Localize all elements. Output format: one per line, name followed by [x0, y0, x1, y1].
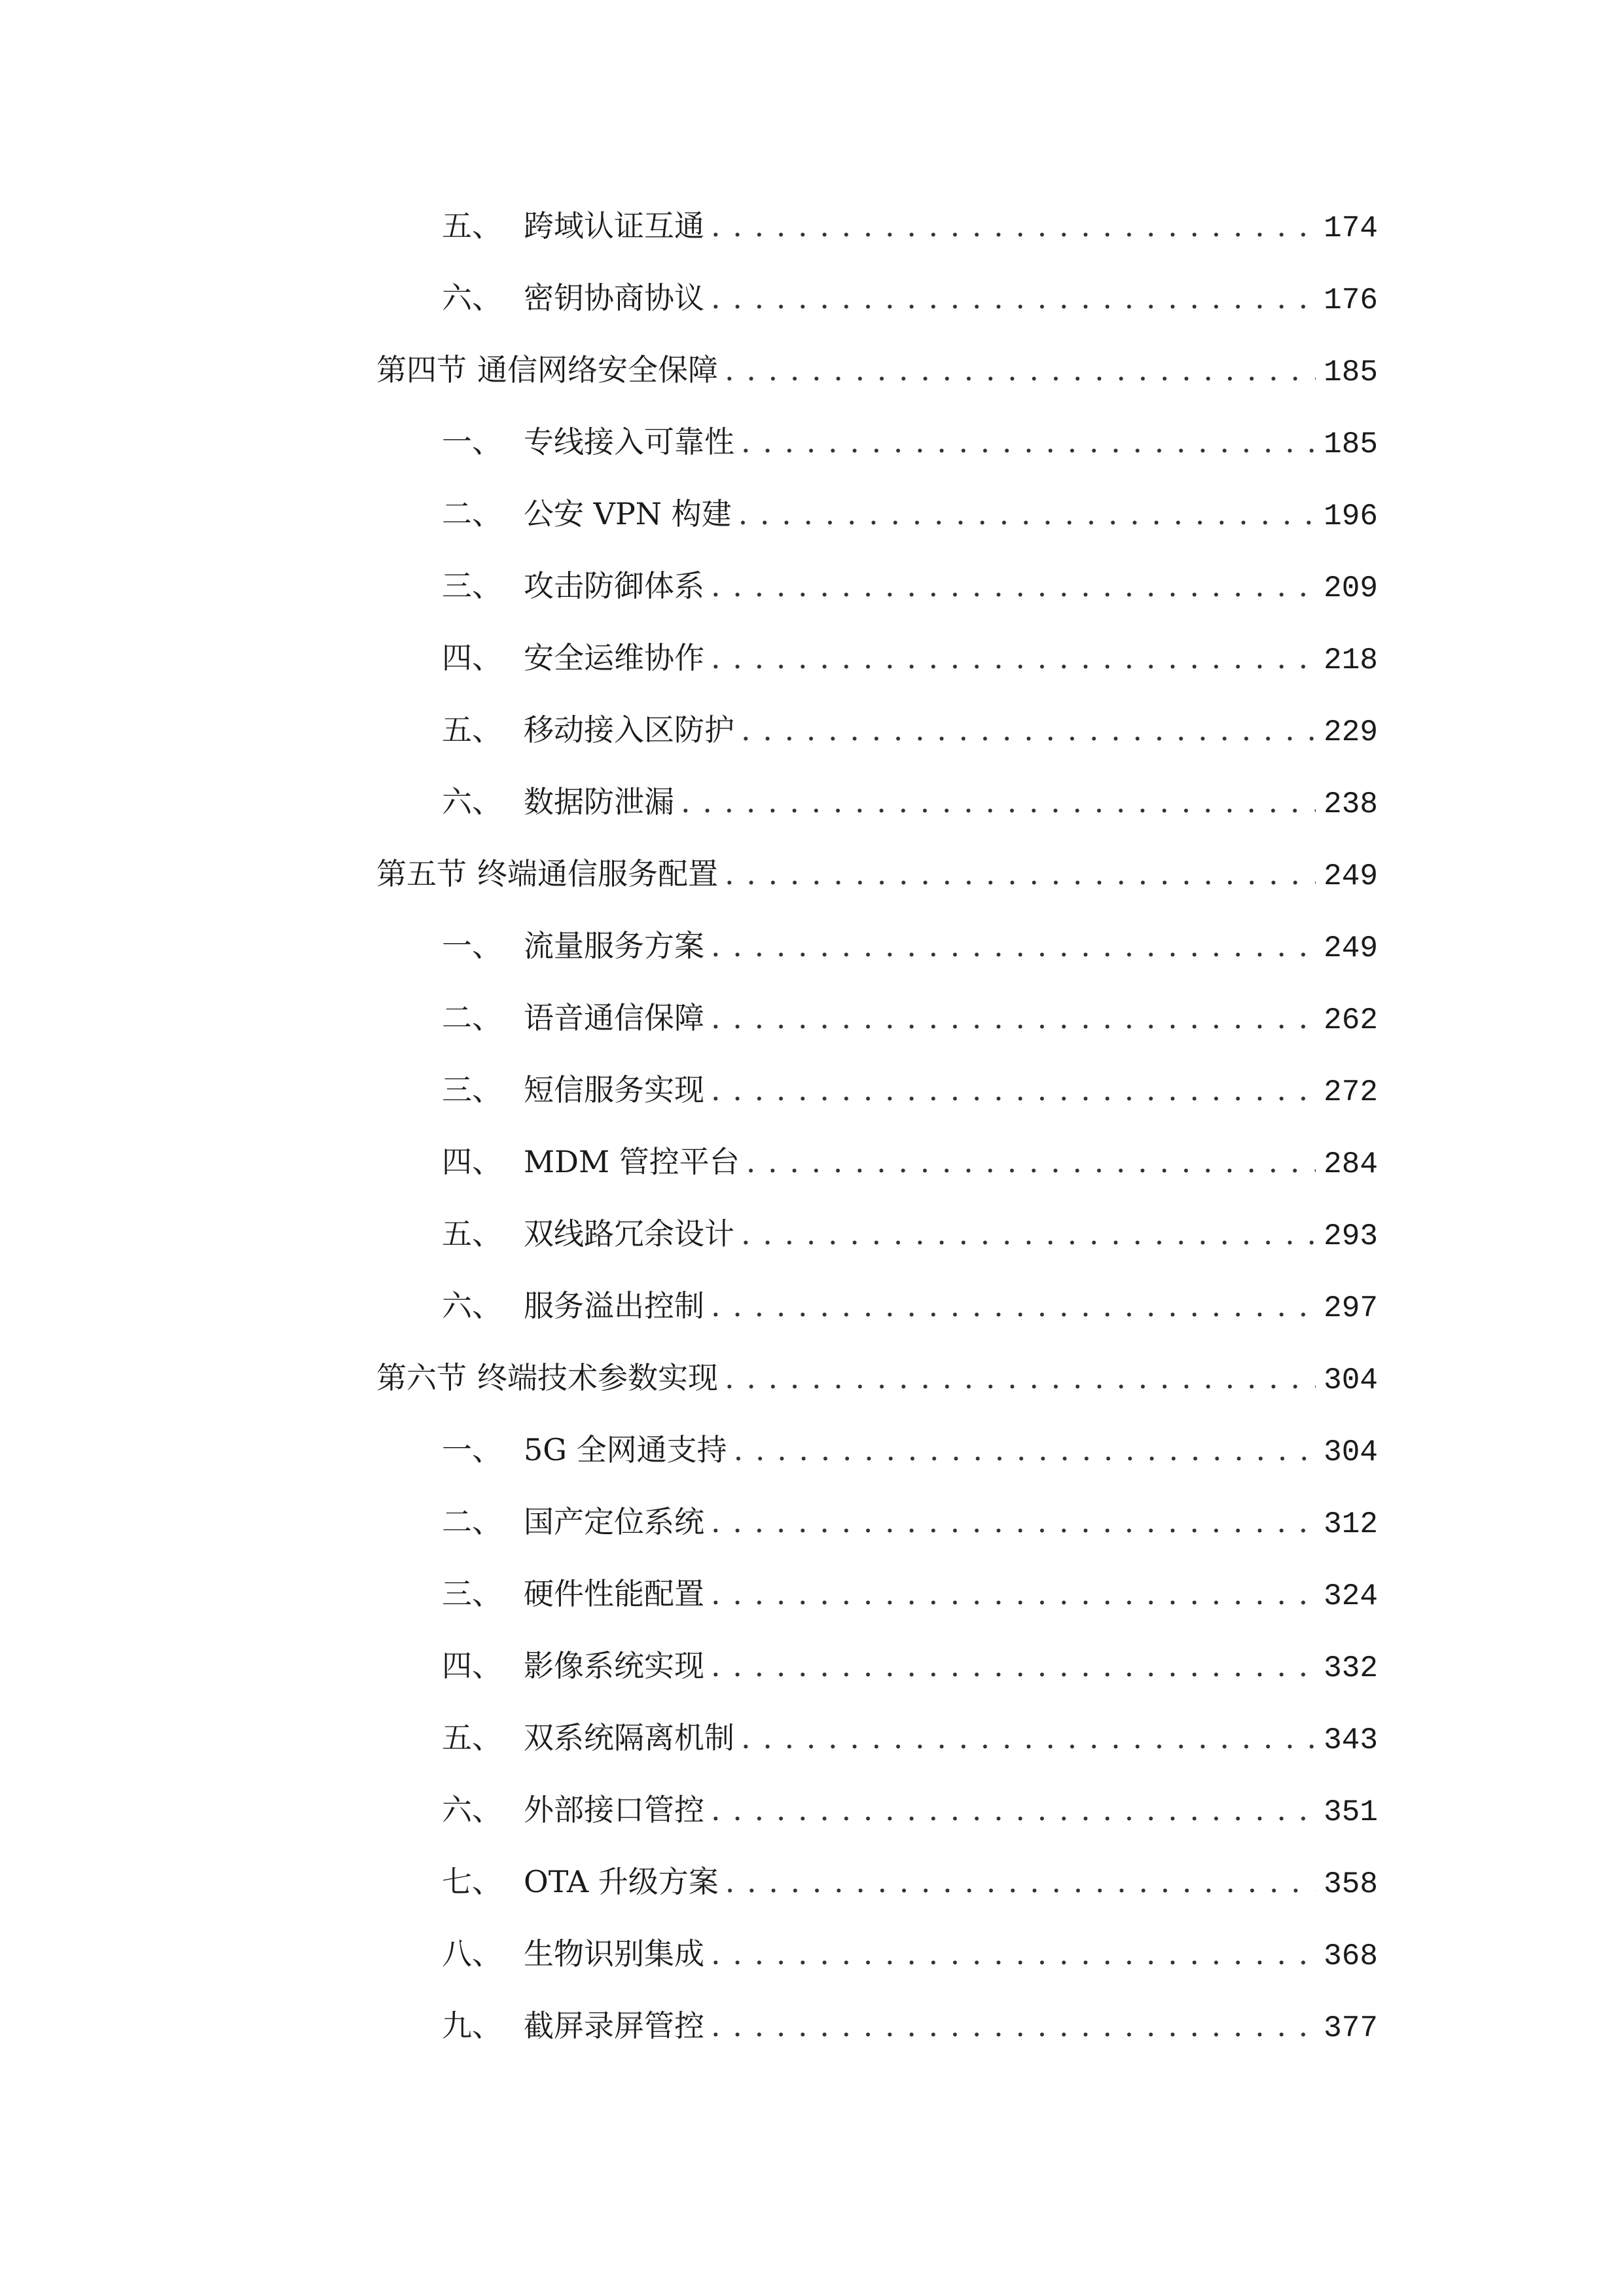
toc-entry[interactable] — [376, 1558, 1378, 1630]
toc-dot-leader — [681, 766, 1316, 838]
toc-entry-number: 五、 — [442, 208, 502, 243]
toc-page-number: 304 — [1324, 1435, 1378, 1469]
toc-entry-title: 通信网络安全保障 — [477, 352, 718, 387]
toc-entry-title: 专线接入可靠性 — [524, 424, 734, 459]
toc-entry-number: 八、 — [442, 1936, 502, 1971]
toc-entry-number: 五、 — [442, 712, 502, 747]
toc-dot-leader — [734, 1414, 1316, 1486]
toc-page-number: 297 — [1324, 1291, 1378, 1325]
toc-entry-number: 二、 — [442, 1504, 502, 1539]
toc-dot-leader — [711, 1630, 1316, 1702]
toc-entry-title: 终端通信服务配置 — [477, 856, 718, 891]
toc-entry[interactable] — [376, 1414, 1378, 1486]
toc-entry[interactable] — [376, 1198, 1378, 1270]
toc-dot-leader — [741, 1198, 1316, 1270]
toc-dot-leader — [711, 1918, 1316, 1990]
toc-entry[interactable] — [376, 1126, 1378, 1198]
toc-page-number: 249 — [1324, 859, 1378, 893]
toc-entry[interactable] — [376, 1342, 1378, 1414]
toc-dot-leader — [711, 1558, 1316, 1630]
toc-entry[interactable] — [376, 1918, 1378, 1990]
toc-entry-number: 四、 — [442, 1144, 502, 1179]
toc-page-number: 343 — [1324, 1723, 1378, 1757]
toc-entry-title: 安全运维协作 — [524, 640, 704, 675]
toc-dot-leader — [711, 622, 1316, 694]
toc-entry-title: 5G 全网通支持 — [524, 1432, 727, 1467]
toc-entry-title: 语音通信保障 — [524, 1000, 704, 1035]
toc-entry[interactable] — [376, 982, 1378, 1054]
toc-entry-number: 一、 — [442, 424, 502, 459]
toc-page-number: 185 — [1324, 355, 1378, 389]
toc-entry-number: 六、 — [442, 280, 502, 315]
toc-entry-number: 三、 — [442, 568, 502, 603]
toc-entry-number: 六、 — [442, 1288, 502, 1323]
toc-entry[interactable] — [376, 406, 1378, 478]
toc-dot-leader — [711, 1270, 1316, 1342]
toc-dot-leader — [711, 1486, 1316, 1558]
toc-entry[interactable] — [376, 190, 1378, 262]
toc-entry-number: 七、 — [442, 1864, 502, 1899]
toc-entry[interactable] — [376, 1702, 1378, 1774]
toc-dot-leader — [711, 1990, 1316, 2062]
toc-page-number: 185 — [1324, 427, 1378, 461]
toc-entry-title: 国产定位系统 — [524, 1504, 704, 1539]
toc-dot-leader — [711, 190, 1316, 262]
toc-entry-number: 三、 — [442, 1576, 502, 1611]
toc-dot-leader — [711, 1774, 1316, 1846]
toc-entry-number: 四、 — [442, 1648, 502, 1683]
toc-dot-leader — [711, 262, 1316, 334]
toc-entry-title: 截屏录屏管控 — [524, 2008, 704, 2043]
toc-entry-title: 生物识别集成 — [524, 1936, 704, 1971]
toc-page-number: 209 — [1324, 571, 1378, 605]
toc-page-number: 332 — [1324, 1651, 1378, 1685]
toc-page-number: 324 — [1324, 1579, 1378, 1613]
toc-dot-leader — [711, 982, 1316, 1054]
toc-entry-number: 第六节 — [376, 1360, 467, 1395]
toc-entry-title: 攻击防御体系 — [524, 568, 704, 603]
toc-page-number: 218 — [1324, 643, 1378, 677]
toc-entry-number: 一、 — [442, 928, 502, 963]
toc-page-number: 196 — [1324, 499, 1378, 533]
toc-dot-leader — [711, 550, 1316, 622]
toc-entry-number: 九、 — [442, 2008, 502, 2043]
toc-dot-leader — [725, 1846, 1316, 1918]
toc-entry[interactable] — [376, 766, 1378, 838]
toc-entry-number: 一、 — [442, 1432, 502, 1467]
toc-page-number: 229 — [1324, 715, 1378, 749]
toc-entry-title: 终端技术参数实现 — [477, 1360, 718, 1395]
toc-entry[interactable] — [376, 1774, 1378, 1846]
toc-dot-leader — [725, 1342, 1316, 1414]
toc-entry-number: 五、 — [442, 1216, 502, 1251]
toc-entry-title: 流量服务方案 — [524, 928, 704, 963]
toc-entry[interactable] — [376, 622, 1378, 694]
toc-page-number: 358 — [1324, 1867, 1378, 1901]
toc-page-number: 293 — [1324, 1219, 1378, 1253]
toc-entry-title: 服务溢出控制 — [524, 1288, 704, 1323]
table-of-contents — [376, 190, 1378, 2062]
toc-entry-title: 双系统隔离机制 — [524, 1720, 734, 1755]
toc-entry[interactable] — [376, 694, 1378, 766]
toc-entry-title: 数据防泄漏 — [524, 784, 674, 819]
toc-entry-number: 第五节 — [376, 856, 467, 891]
toc-entry-number: 五、 — [442, 1720, 502, 1755]
toc-entry[interactable] — [376, 1486, 1378, 1558]
toc-entry-number: 六、 — [442, 1792, 502, 1827]
toc-page-number: 377 — [1324, 2011, 1378, 2045]
toc-entry[interactable] — [376, 1990, 1378, 2062]
toc-entry-title: 硬件性能配置 — [524, 1576, 704, 1611]
toc-entry[interactable] — [376, 550, 1378, 622]
toc-dot-leader — [711, 1054, 1316, 1126]
toc-entry-number: 二、 — [442, 1000, 502, 1035]
toc-entry-number: 二、 — [442, 496, 502, 531]
toc-dot-leader — [741, 406, 1316, 478]
toc-entry-title: MDM 管控平台 — [524, 1144, 740, 1179]
toc-entry[interactable] — [376, 1270, 1378, 1342]
toc-page-number: 351 — [1324, 1795, 1378, 1829]
toc-entry[interactable] — [376, 910, 1378, 982]
toc-dot-leader — [741, 694, 1316, 766]
toc-dot-leader — [738, 478, 1316, 550]
toc-dot-leader — [725, 334, 1316, 406]
toc-entry-title: 移动接入区防护 — [524, 712, 734, 747]
toc-entry[interactable] — [376, 1054, 1378, 1126]
toc-entry[interactable] — [376, 262, 1378, 334]
toc-entry[interactable] — [376, 838, 1378, 910]
toc-entry[interactable] — [376, 1630, 1378, 1702]
toc-page-number: 368 — [1324, 1939, 1378, 1973]
toc-entry-title: 跨域认证互通 — [524, 208, 704, 243]
toc-page-number: 249 — [1324, 931, 1378, 965]
toc-entry-title: OTA 升级方案 — [524, 1864, 719, 1899]
toc-page-number: 262 — [1324, 1003, 1378, 1037]
toc-entry-title: 影像系统实现 — [524, 1648, 704, 1683]
toc-entry-title: 外部接口管控 — [524, 1792, 704, 1827]
toc-page-number: 272 — [1324, 1075, 1378, 1109]
toc-entry-title: 密钥协商协议 — [524, 280, 704, 315]
toc-entry-title: 短信服务实现 — [524, 1072, 704, 1107]
toc-page-number: 312 — [1324, 1507, 1378, 1541]
toc-page-number: 238 — [1324, 787, 1378, 821]
toc-dot-leader — [725, 838, 1316, 910]
toc-page-number: 174 — [1324, 211, 1378, 245]
toc-dot-leader — [746, 1126, 1316, 1198]
toc-entry-number: 三、 — [442, 1072, 502, 1107]
toc-page-number: 284 — [1324, 1147, 1378, 1181]
toc-page-number: 176 — [1324, 283, 1378, 317]
toc-entry[interactable] — [376, 1846, 1378, 1918]
toc-entry-number: 第四节 — [376, 352, 467, 387]
toc-entry[interactable] — [376, 478, 1378, 550]
toc-entry[interactable] — [376, 334, 1378, 406]
toc-entry-title: 双线路冗余设计 — [524, 1216, 734, 1251]
toc-page-number: 304 — [1324, 1363, 1378, 1397]
toc-entry-title: 公安 VPN 构建 — [524, 496, 732, 531]
toc-entry-number: 四、 — [442, 640, 502, 675]
toc-dot-leader — [711, 910, 1316, 982]
toc-dot-leader — [741, 1702, 1316, 1774]
toc-entry-number: 六、 — [442, 784, 502, 819]
